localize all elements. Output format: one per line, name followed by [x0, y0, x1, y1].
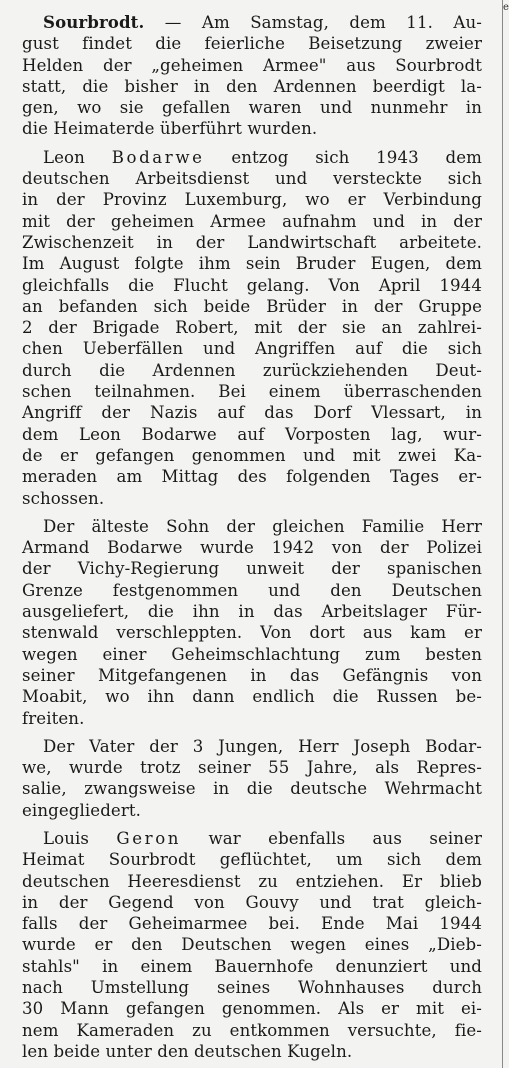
column-divider — [502, 0, 503, 1068]
text-line: Heimat Sourbrodt geflüchtet, um sich dem — [22, 850, 482, 870]
text-line: entzog sich 1943 dem — [231, 147, 483, 167]
person-surname: Geron — [116, 828, 182, 848]
text-line: in der Gegend von Gouvy und trat gleich- — [22, 892, 482, 912]
paragraph-lead-line — [22, 147, 482, 168]
text-line: falls der Geheimarmee bei. Ende Mai 1944 — [22, 914, 482, 934]
text-line: Der Vater der 3 Jungen, Herr Joseph Bodar- — [43, 736, 482, 756]
paragraph-lead-line — [22, 828, 482, 849]
text-line: durch die Ardennen zurückziehenden Deut- — [22, 360, 482, 380]
text-line: len beide unter den deutschen Kugeln. — [22, 1041, 353, 1061]
person-surname: Bodarwe — [111, 147, 205, 167]
text-line: Helden der „geheimen Armee" aus Sourbrodt — [22, 55, 482, 75]
text-line: stenwald verschleppten. Von dort aus kam er — [22, 623, 482, 643]
paragraph-3 — [22, 516, 482, 729]
text-line: Grenze festgenommen und den Deutschen — [22, 580, 482, 600]
text-line: deutschen Arbeitsdienst und versteckte sich — [22, 169, 482, 189]
text-line: Moabit, wo ihn dann endlich die Russen be- — [22, 687, 482, 707]
text-line: stahls" in einem Bauernhofe denunziert und — [22, 956, 482, 976]
text-line: schen teilnahmen. Bei einem überraschenden — [22, 382, 482, 402]
text-line: gen, wo sie gefallen waren und nunmehr in — [22, 98, 482, 118]
news-article — [22, 12, 482, 1062]
text-line: Armand Bodarwe wurde 1942 von der Polizei — [22, 538, 482, 558]
text-line: seiner Mitgefangenen in das Gefängnis von — [22, 665, 482, 685]
text-line: 30 Mann gefangen genommen. Als er mit ei- — [22, 999, 482, 1019]
text-line: we, wurde trotz seiner 55 Jahre, als Repres- — [22, 758, 482, 778]
text-line: Im August folgte ihm sein Bruder Eugen, dem — [22, 254, 482, 274]
text-line: Zwischenzeit in der Landwirtschaft arbeitete. — [22, 232, 482, 252]
paragraph-4 — [22, 736, 482, 821]
text-line: gust findet die feierliche Beisetzung zweier — [22, 34, 482, 54]
text-line: wegen einer Geheimschlachtung zum besten — [22, 644, 482, 664]
text-line: chen Ueberfällen und Angriffen auf die sich — [22, 339, 482, 359]
dateline-place: Sourbrodt. — [43, 12, 145, 32]
text-line: nem Kameraden zu entkommen versuchte, fie- — [22, 1020, 482, 1040]
text-line: freiten. — [22, 708, 85, 728]
text-line: eingegliedert. — [22, 800, 142, 820]
text-line: Am Samstag, dem 11. Au- — [201, 13, 482, 32]
dateline-dash: — — [164, 13, 182, 32]
text-line: salie, zwangsweise in die deutsche Wehrmacht — [22, 779, 482, 799]
text-line: 2 der Brigade Robert, mit der sie an zahlrei- — [22, 318, 482, 338]
text-line: Der älteste Sohn der gleichen Familie Herr — [43, 516, 482, 536]
text-line: in der Provinz Luxemburg, wo er Verbindung — [22, 190, 482, 210]
text-line: gleichfalls die Flucht gelang. Von April 1944 — [22, 275, 482, 295]
text-line: schossen. — [22, 488, 105, 508]
paragraph-2 — [22, 147, 482, 509]
person-firstname: Leon — [43, 147, 85, 167]
adjacent-column-fragment: e — [503, 2, 509, 13]
text-line: de er gefangen genommen und mit zwei Ka- — [22, 445, 482, 465]
paragraph-5 — [22, 828, 482, 1062]
person-firstname: Louis — [43, 828, 90, 848]
text-line: statt, die bisher in den Ardennen beerdigt la- — [22, 76, 482, 96]
text-line: war ebenfalls aus seiner — [208, 828, 483, 848]
text-line: deutschen Heeresdienst zu entziehen. Er blieb — [22, 871, 482, 891]
text-line: der Vichy-Regierung unweit der spanischen — [22, 559, 482, 579]
article-first-line — [22, 12, 482, 33]
text-line: ausgeliefert, die ihn in das Arbeitslager Für- — [22, 602, 482, 622]
paragraph-1 — [22, 12, 482, 140]
text-line: wurde er den Deutschen wegen eines „Dieb- — [22, 935, 482, 955]
text-line: meraden am Mittag des folgenden Tages er- — [22, 467, 482, 487]
text-line: dem Leon Bodarwe auf Vorposten lag, wur- — [22, 424, 482, 444]
text-line: an befanden sich beide Brüder in der Gruppe — [22, 296, 482, 316]
text-line: mit der geheimen Armee aufnahm und in der — [22, 211, 482, 231]
text-line: nach Umstellung seines Wohnhauses durch — [22, 978, 482, 998]
text-line: Angriff der Nazis auf das Dorf Vlessart, in — [22, 403, 482, 423]
text-line: die Heimaterde überführt wurden. — [22, 119, 318, 139]
